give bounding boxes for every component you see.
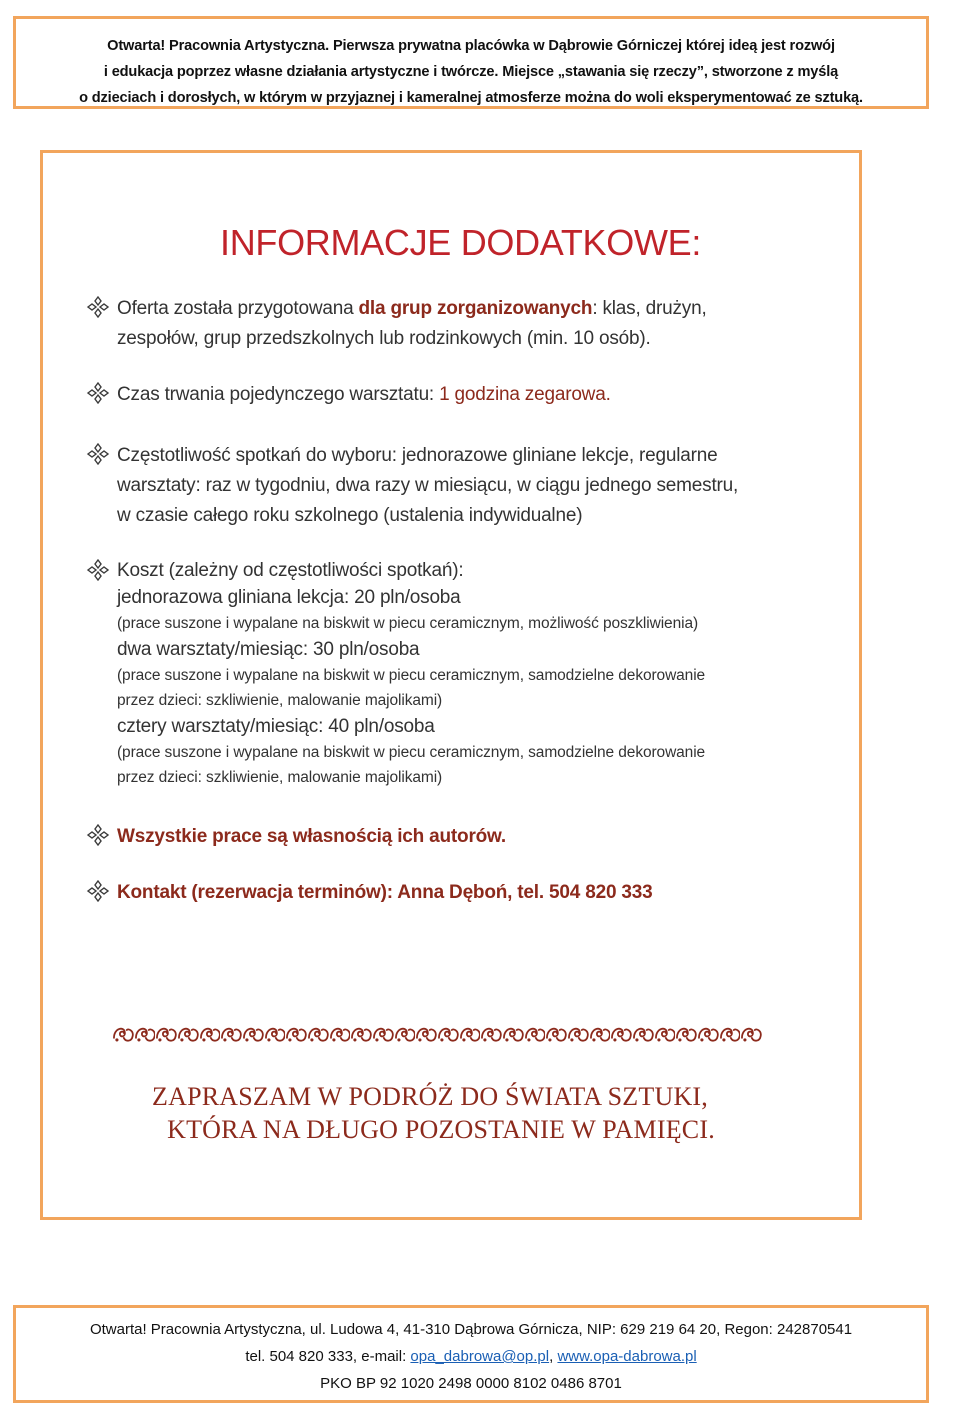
- swirl-ornament-icon: [177, 1022, 199, 1044]
- swirl-ornament-icon: [285, 1022, 307, 1044]
- swirl-ornament-icon: [155, 1022, 177, 1044]
- website-link[interactable]: www.opa-dabrowa.pl: [557, 1348, 697, 1365]
- closing-line-1: ZAPRASZAM W PODRÓŻ DO ŚWIATA SZTUKI,: [152, 1082, 708, 1111]
- cost-option: dwa warsztaty/miesiąc: 30 pln/osoba: [117, 639, 420, 660]
- duration-line: [117, 380, 847, 410]
- offer-line-1: [117, 294, 847, 324]
- four-leaf-diamond-icon: [86, 382, 110, 404]
- swirl-ornament-icon: [524, 1022, 546, 1044]
- swirl-ornament-icon: [480, 1022, 502, 1044]
- footer-separator: ,: [549, 1348, 558, 1365]
- frequency-line: w czasie całego roku szkolnego (ustalenia indywidualne): [117, 505, 583, 526]
- swirl-ornament-icon: [632, 1022, 654, 1044]
- list-item-ownership: [86, 822, 846, 852]
- footer-phone: tel. 504 820 333, e-mail:: [245, 1348, 411, 1365]
- frequency-line: warsztaty: raz w tygodniu, dwa razy w miesiącu, w ciągu jednego semestru,: [117, 475, 739, 496]
- swirl-ornament-icon: [459, 1022, 481, 1044]
- cost-option: cztery warsztaty/miesiąc: 40 pln/osoba: [117, 716, 435, 737]
- frequency-line: Częstotliwość spotkań do wyboru: jednorazowe gliniane lekcje, regularne: [117, 445, 718, 466]
- duration-text: Czas trwania pojedynczego warsztatu:: [117, 384, 440, 405]
- four-leaf-diamond-icon: [86, 880, 110, 902]
- offer-text-end: : klas, drużyn,: [592, 298, 707, 319]
- email-link[interactable]: opa_dabrowa@op.pl: [410, 1348, 550, 1365]
- footer: [13, 1305, 929, 1403]
- swirl-ornament-icon: [394, 1022, 416, 1044]
- swirl-ornament-icon: [134, 1022, 156, 1044]
- swirl-ornament-icon: [350, 1022, 372, 1044]
- swirl-ornament-icon: [740, 1022, 762, 1044]
- swirl-ornament-icon: [242, 1022, 264, 1044]
- four-leaf-diamond-icon: [86, 824, 110, 846]
- swirl-ornament-icon: [719, 1022, 741, 1044]
- banner-line: i edukacja poprzez własne działania artystyczne i twórcze. Miejsce „stawania się rzeczy”, stworzone z myślą: [103, 64, 839, 80]
- swirl-ornament-icon: [502, 1022, 524, 1044]
- closing-line-2: KTÓRA NA DŁUGO POZOSTANIE W PAMIĘCI.: [167, 1115, 715, 1144]
- ownership-text: Wszystkie prace są własnością ich autorów.: [117, 826, 506, 847]
- swirl-ornament-icon: [589, 1022, 611, 1044]
- duration-highlight: 1 godzina zegarowa.: [439, 384, 611, 405]
- footer-contact: [16, 1343, 926, 1370]
- swirl-ornament-icon: [415, 1022, 437, 1044]
- swirl-ornament-icon: [329, 1022, 351, 1044]
- swirl-ornament-icon: [654, 1022, 676, 1044]
- cost-note: przez dzieci: szkliwienie, malowanie majolikami): [117, 692, 443, 709]
- offer-text: Oferta została przygotowana: [117, 298, 359, 319]
- four-leaf-diamond-icon: [86, 443, 110, 465]
- swirl-ornament-icon: [567, 1022, 589, 1044]
- footer-address: Otwarta! Pracownia Artystyczna, ul. Ludowa 4, 41-310 Dąbrowa Górnicza, NIP: 629 219 64 20, Regon: 242870541: [89, 1321, 853, 1338]
- list-item-contact: [86, 878, 846, 908]
- swirl-ornament-icon: [675, 1022, 697, 1044]
- banner-line: o dzieciach i dorosłych, w którym w przyjaznej i kameralnej atmosferze można do woli eksperymentować ze sztuką.: [79, 90, 863, 106]
- cost-note: (prace suszone i wypalane na biskwit w piecu ceramicznym, samodzielne dekorowanie: [117, 744, 706, 761]
- offer-line-2: zespołów, grup przedszkolnych lub rodzinkowych (min. 10 osób).: [117, 328, 651, 349]
- cost-note: przez dzieci: szkliwienie, malowanie majolikami): [117, 769, 443, 786]
- swirl-ornament-icon: [697, 1022, 719, 1044]
- swirl-ornament-icon: [307, 1022, 329, 1044]
- four-leaf-diamond-icon: [86, 296, 110, 318]
- list-item-frequency: [86, 441, 846, 531]
- list-item-offer: [86, 294, 846, 354]
- offer-highlight: dla grup zorganizowanych: [358, 298, 593, 319]
- list-item-duration: [86, 380, 846, 410]
- cost-title: Koszt (zależny od częstotliwości spotkań):: [117, 560, 464, 581]
- swirl-ornament-icon: [372, 1022, 394, 1044]
- top-banner: [13, 16, 929, 109]
- swirl-ornament-icon: [112, 1022, 134, 1044]
- cost-note: (prace suszone i wypalane na biskwit w piecu ceramicznym, samodzielne dekorowanie: [117, 667, 706, 684]
- swirl-ornament-icon: [545, 1022, 567, 1044]
- footer-bank-account: PKO BP 92 1020 2498 0000 8102 0486 8701: [320, 1375, 622, 1392]
- list-item-cost: [86, 557, 846, 797]
- four-leaf-diamond-icon: [86, 559, 110, 581]
- swirl-ornament-icon: [610, 1022, 632, 1044]
- swirl-ornament-icon: [437, 1022, 459, 1044]
- ornament-divider: [112, 1022, 762, 1052]
- contact-text: Kontakt (rezerwacja terminów): Anna Dęboń, tel. 504 820 333: [117, 882, 653, 903]
- banner-line: Otwarta! Pracownia Artystyczna. Pierwsza prywatna placówka w Dąbrowie Górniczej której ideą jest rozwój: [107, 38, 835, 54]
- cost-note: (prace suszone i wypalane na biskwit w piecu ceramicznym, możliwość poszkliwienia): [117, 615, 699, 632]
- page-title: INFORMACJE DODATKOWE:: [220, 222, 702, 263]
- swirl-ornament-icon: [264, 1022, 286, 1044]
- swirl-ornament-icon: [199, 1022, 221, 1044]
- cost-option: jednorazowa gliniana lekcja: 20 pln/osoba: [117, 587, 461, 608]
- swirl-ornament-icon: [220, 1022, 242, 1044]
